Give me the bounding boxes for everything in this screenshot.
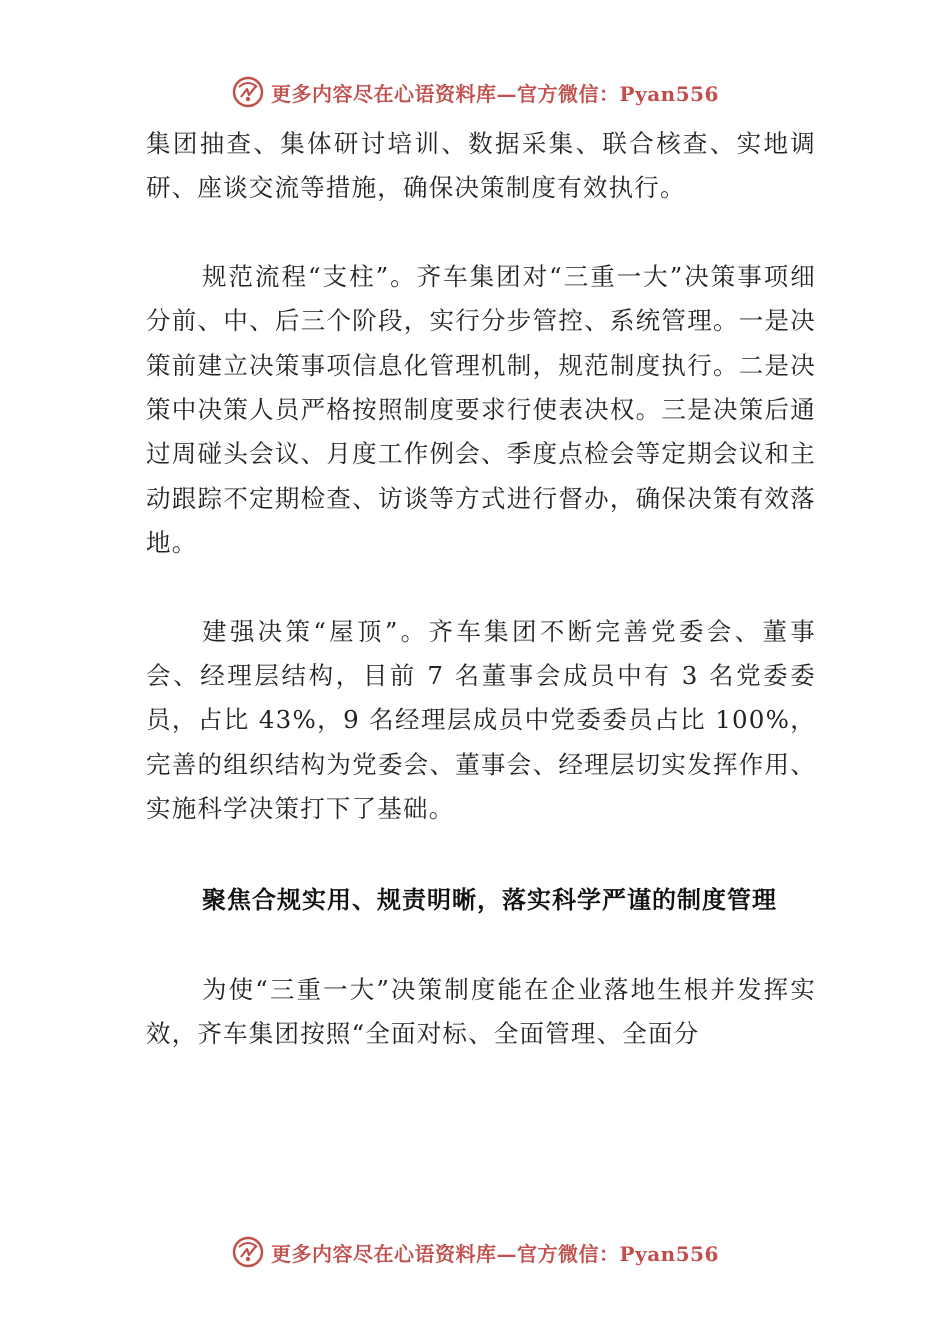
brand-logo-icon [231,75,265,109]
document-body [146,122,816,1057]
brand-logo-icon [231,1235,265,1269]
header-watermark-text: 更多内容尽在心语资料库—官方微信：Pyan556 [271,81,719,106]
paragraph-decision-roof: 建强决策“屋顶”。齐车集团不断完善党委会、董事会、经理层结构，目前 7 名董事会成员中有 3 名党委委员，占比 43%，9 名经理层成员中党委委员占比 100%，完善的组织结构为党委会、董事会、经理层切实发挥作用、实施科学决策打下了基础。 [146,616,816,824]
paragraph-process-pillar: 规范流程“支柱”。齐车集团对“三重一大”决策事项细分前、中、后三个阶段，实行分步管控、系统管理。一是决策前建立决策事项信息化管理机制，规范制度执行。二是决策中决策人员严格按照制度要求行使表决权。三是决策后通过周碰头会议、月度工作例会、季度点检会等定期会议和主动跟踪不定期检查、访谈等方式进行督办，确保决策有效落地。 [146,261,816,558]
header-watermark [0,72,950,112]
paragraph-continuation: 集团抽查、集体研讨培训、数据采集、联合核查、实地调研、座谈交流等措施，确保决策制度有效执行。 [146,129,816,203]
footer-watermark-text: 更多内容尽在心语资料库—官方微信：Pyan556 [271,1241,719,1266]
footer-watermark [0,1232,950,1272]
section-heading: 聚焦合规实用、规责明晰，落实科学严谨的制度管理 [202,885,777,914]
paragraph-closing: 为使“三重一大”决策制度能在企业落地生根并发挥实效，齐车集团按照“全面对标、全面管理、全面分 [146,974,816,1049]
